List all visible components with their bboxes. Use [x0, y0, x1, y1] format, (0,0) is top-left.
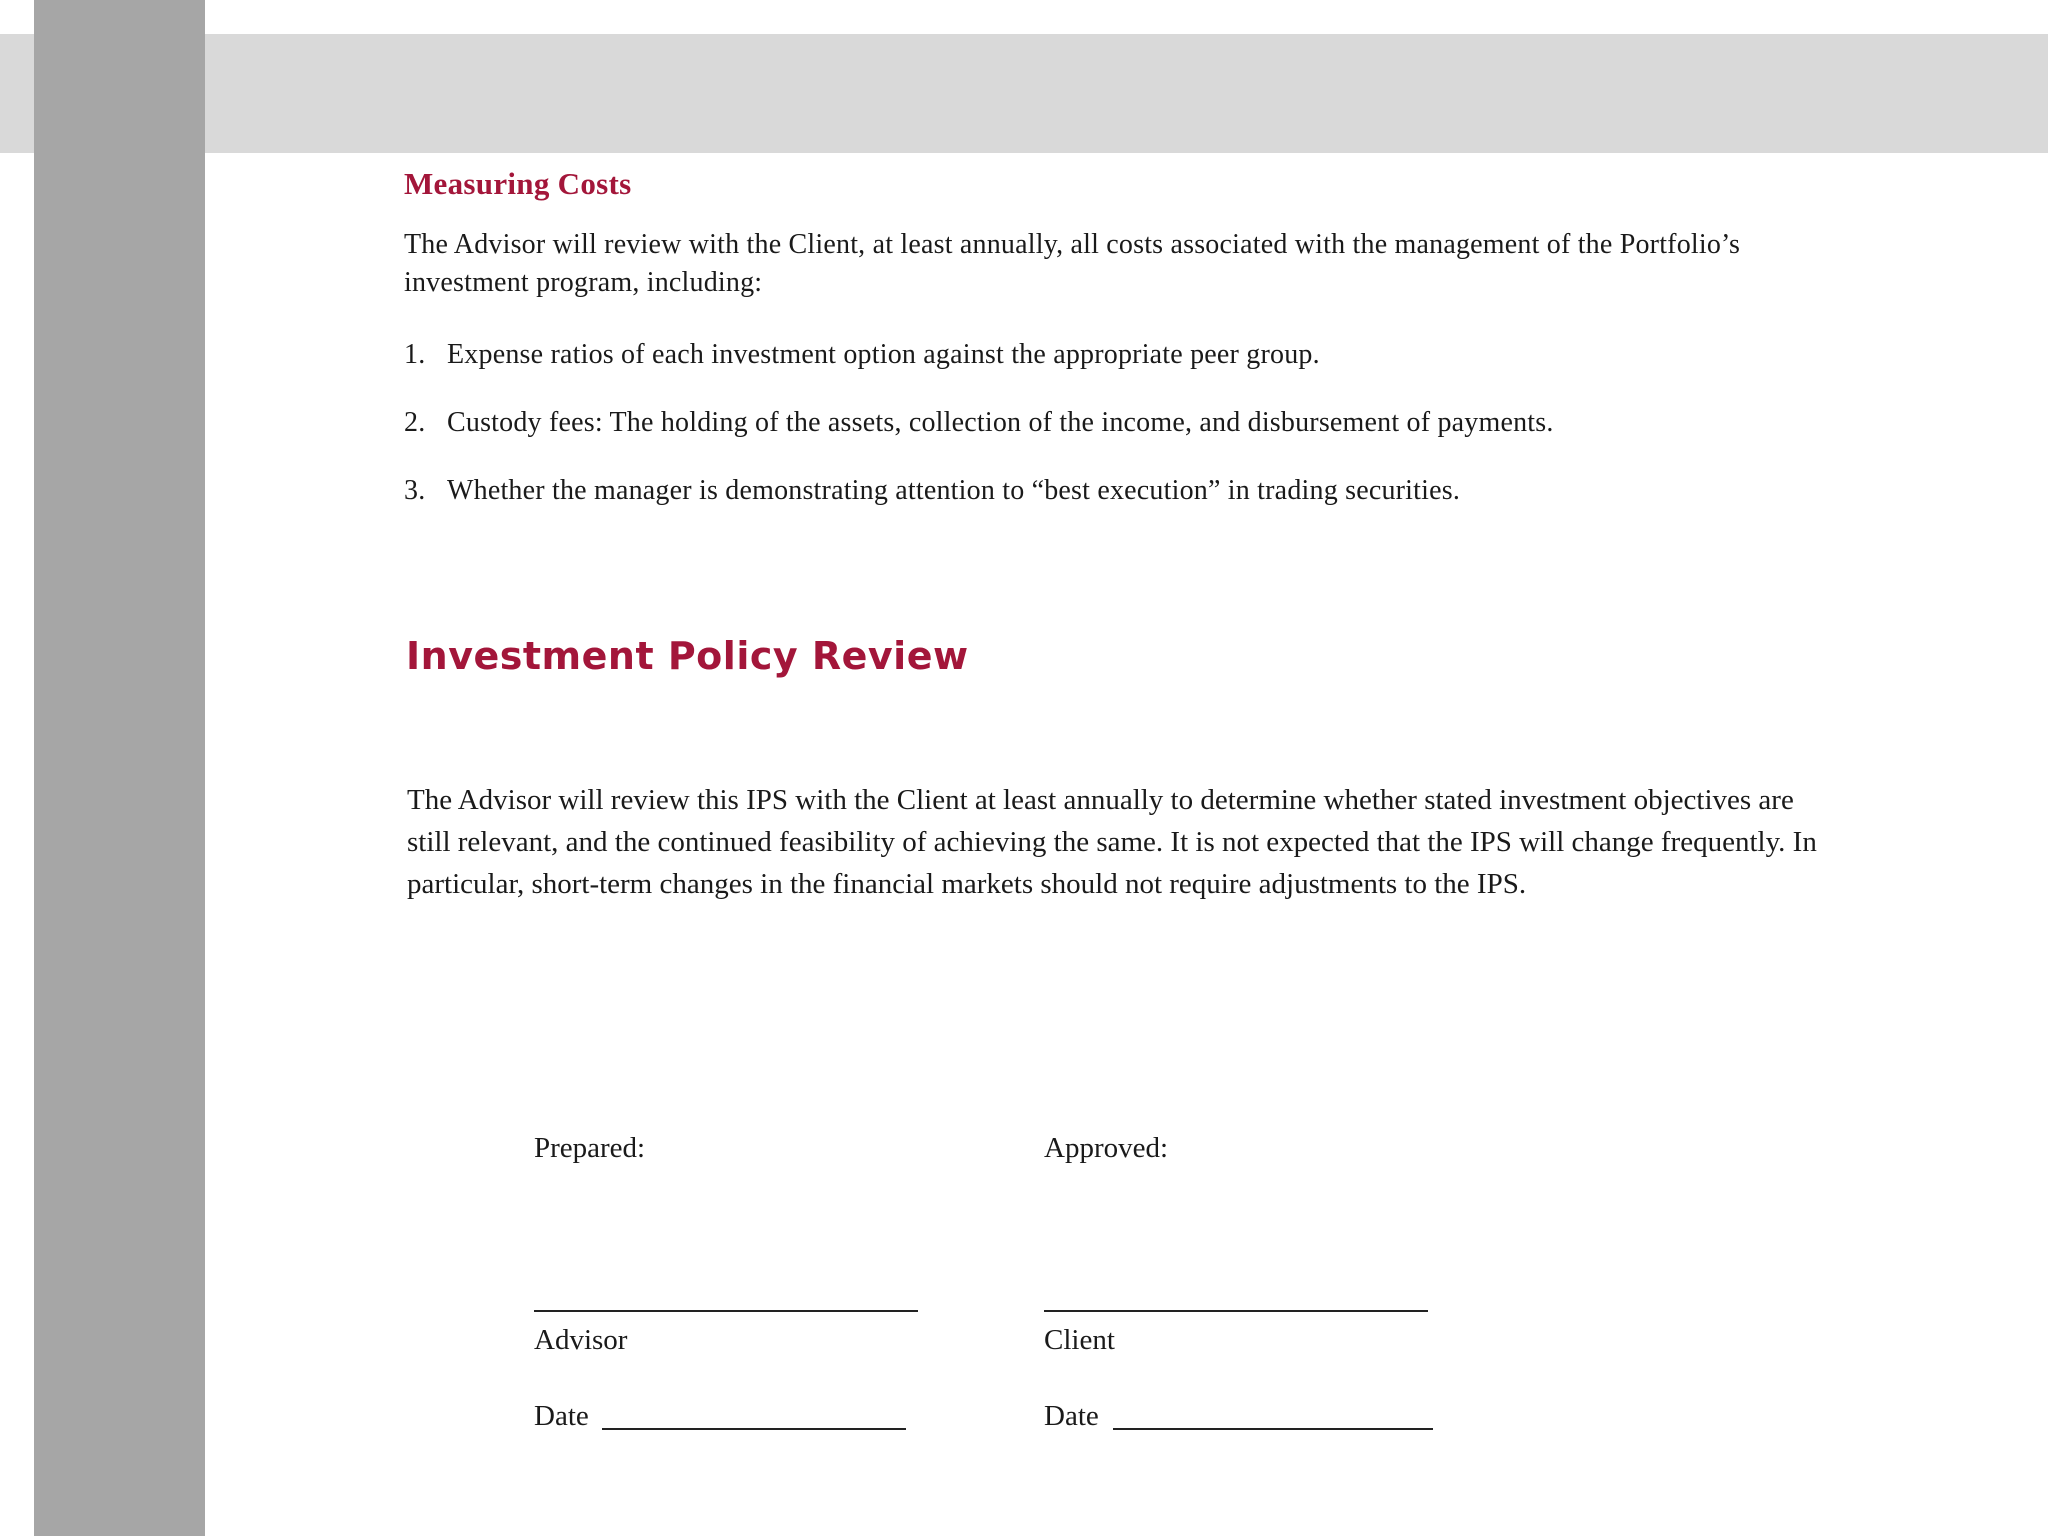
cost-item-text: Whether the manager is demonstrating attention to “best execution” in trading securities. — [447, 475, 1461, 506]
client-date-label: Date — [1044, 1400, 1099, 1432]
cost-item-number: 2. — [404, 407, 426, 438]
advisor-signature-line[interactable] — [534, 1310, 918, 1312]
policy-review-body: The Advisor will review this IPS with the Client at least annually to determine whether stated investment objectives are still relevant, and the continued feasibility of achieving the same. It is not expected that the IPS will change frequently. In particular, short-term changes in the financial markets should not require adjustments to the IPS. — [407, 784, 1817, 900]
cost-item-number: 1. — [404, 339, 426, 370]
client-label: Client — [1044, 1324, 1115, 1356]
measuring-costs-heading: Measuring Costs — [404, 166, 632, 201]
cost-list-item — [404, 404, 1844, 472]
advisor-label: Advisor — [534, 1324, 628, 1356]
advisor-date-label: Date — [534, 1400, 589, 1432]
client-signature-line[interactable] — [1044, 1310, 1428, 1312]
client-date-line[interactable] — [1113, 1428, 1433, 1430]
prepared-label: Prepared: — [534, 1132, 646, 1164]
approved-label: Approved: — [1044, 1132, 1169, 1164]
advisor-date-line[interactable] — [602, 1428, 906, 1430]
cost-item-text: Custody fees: The holding of the assets, collection of the income, and disbursement of payments. — [447, 407, 1554, 438]
measuring-costs-intro: The Advisor will review with the Client, at least annually, all costs associated with the management of the Portfolio’s investment program, including: — [404, 229, 1741, 298]
cost-item-number: 3. — [404, 475, 426, 506]
cost-item-text: Expense ratios of each investment option against the appropriate peer group. — [447, 339, 1320, 370]
cost-list — [404, 336, 1844, 540]
cost-list-item — [404, 472, 1844, 540]
policy-review-heading: Investment Policy Review — [406, 634, 969, 678]
cost-list-item — [404, 336, 1844, 404]
